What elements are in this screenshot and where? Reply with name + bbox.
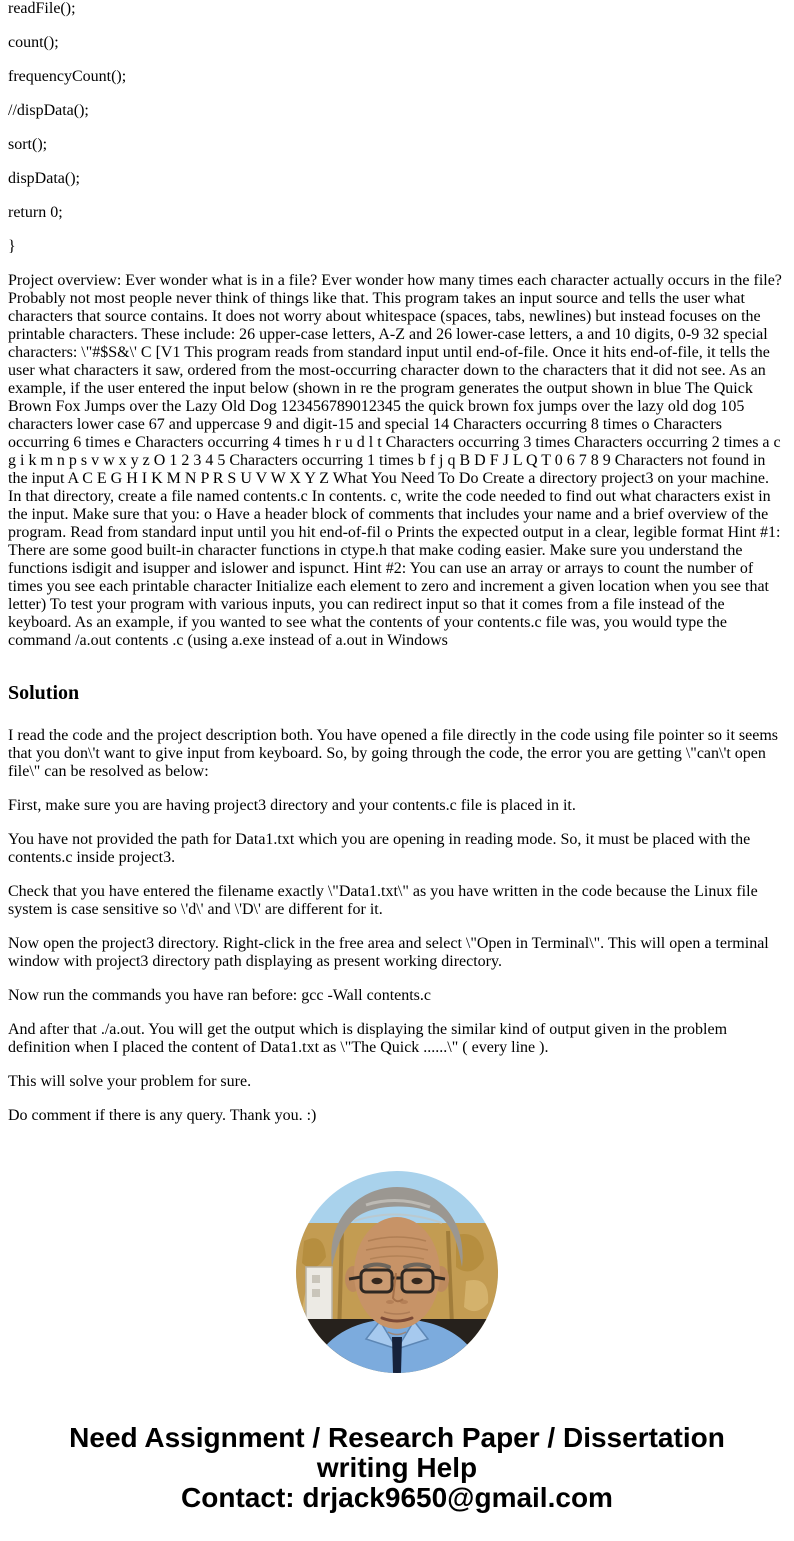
- project-overview-paragraph: Project overview: Ever wonder what is in a file? Ever wonder how many times each character actually occurs in the file? Probably not most people never think of things like that. This program takes an input source and tells the user what characters that source contains. It does not worry about whitespace (spaces, tabs, newlines) but instead focuses on the printable characters. These include: 26 upper-case letters, A-Z and 26 lower-case letters, a and 10 digits, 0-9 32 special characters: \"#$S&\' C [V1 This program reads from standard input until end-of-file. Once it hits end-of-file, it tells the user what characters it saw, ordered from the most-occurring character down to the characters that it did not see. As an example, if the user entered the input below (shown in re the program generates the output shown in blue The Quick Brown Fox Jumps over the Lazy Old Dog 123456789012345 the quick brown fox jumps over the lazy old dog 105 characters lower case 67 and uppercase 9 and digit-15 and special 14 Characters occurring 8 times o Characters occurring 6 times e Characters occurring 4 times h r u d l t Characters occurring 3 times Characters occurring 2 times a c g i k m n p s v w x y z O 1 2 3 4 5 Characters occurring 1 times b f j q B D F J L Q T 0 6 7 8 9 Characters not found in the input A C E G H I K M N P R S U V W X Y Z What You Need To Do Create a directory project3 on your machine. In that directory, create a file named contents.c In contents. c, write the code needed to find out what characters exist in the input. Make sure that you: o Have a header block of comments that includes your name and a brief overview of the program. Read from standard input until you hit end-of-fil o Prints the expected output in a clear, legible format Hint #1: There are some good built-in character functions in ctype.h that make coding easier. Make sure you understand the functions isdigit and isupper and islower and ispunct. Hint #2: You can use an array or arrays to count the number of times you see each printable character Initialize each element to zero and increment a given location when you see that letter) To test your program with various inputs, you can redirect input so that it comes from a file instead of the keyboard. As an example, if you wanted to see what the contents of your contents.c file was, you would type the command /a.out contents .c (using a.exe instead of a.out in Windows: [8, 272, 782, 649]
- solution-paragraph: This will solve your problem for sure.: [8, 1073, 252, 1090]
- code-line: frequencyCount();: [8, 68, 127, 85]
- code-line: sort();: [8, 136, 48, 153]
- code-line: return 0;: [8, 204, 63, 221]
- solution-paragraph: Do comment if there is any query. Thank you. :): [8, 1107, 317, 1124]
- code-line: dispData();: [8, 170, 80, 187]
- code-line: count();: [8, 34, 59, 51]
- solution-paragraph: Check that you have entered the filename exactly \"Data1.txt\" as you have written in the code because the Linux file system is case sensitive so \'d\' and \'D\' are different for it.: [8, 883, 758, 918]
- code-snippet: [8, 0, 786, 256]
- code-line: }: [8, 238, 16, 255]
- solution-paragraph: Now run the commands you have ran before: gcc -Wall contents.c: [8, 987, 432, 1004]
- solution-paragraph: I read the code and the project description both. You have opened a file directly in the code using file pointer so it seems that you don\'t want to give input from keyboard. So, by going through the code, the error you are getting \"can\'t open file\" can be resolved as below:: [8, 727, 778, 780]
- tutor-avatar: [296, 1171, 498, 1373]
- footer-help-line-1: Need Assignment / Research Paper / Dissertation: [69, 1422, 725, 1453]
- solution-paragraph: And after that ./a.out. You will get the output which is displaying the similar kind of output given in the problem definition when I placed the content of Data1.txt as \"The Quick ......\" ( every line ).: [8, 1021, 728, 1056]
- code-line: readFile();: [8, 0, 76, 17]
- code-line: //dispData();: [8, 102, 89, 119]
- footer-help-line-2: writing Help: [316, 1452, 478, 1483]
- solution-paragraph: First, make sure you are having project3 directory and your contents.c file is placed in it.: [8, 797, 576, 814]
- footer-contact-line: Contact: drjack9650@gmail.com: [181, 1482, 613, 1513]
- avatar-container: [8, 1171, 786, 1373]
- solution-heading: Solution: [8, 682, 80, 704]
- footer-banner: [8, 1423, 786, 1513]
- solution-paragraph: You have not provided the path for Data1.txt which you are opening in reading mode. So, it must be placed with the contents.c inside project3.: [8, 831, 751, 866]
- solution-paragraph: Now open the project3 directory. Right-click in the free area and select \"Open in Terminal\". This will open a terminal window with project3 directory path displaying as present working directory.: [8, 935, 769, 970]
